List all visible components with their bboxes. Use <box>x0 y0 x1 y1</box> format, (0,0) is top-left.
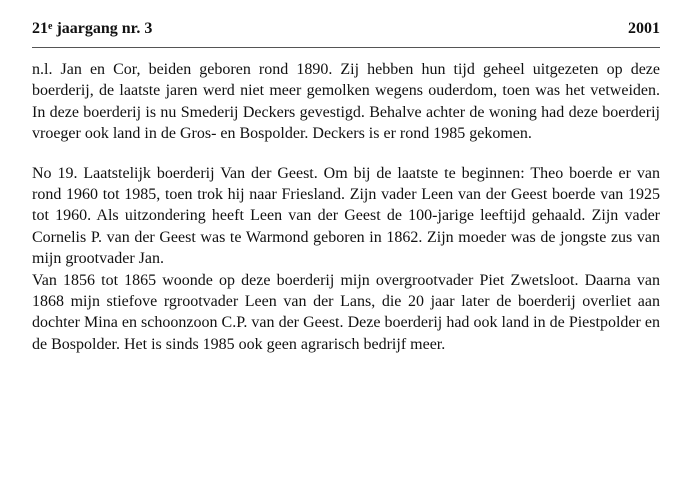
paragraph-2: No 19. Laatstelijk boerderij Van der Geest. Om bij de laatste te beginnen: Theo boerde er van rond 1960 tot 1985, toen trok hij naar Friesland. Zijn vader Leen van der Geest boerde van 1925 tot 1960. Als uitzondering heeft Leen van der Geest de 100-jarige leeftijd gehaald. Zijn vader Cornelis P. van der Geest was te Warmond geboren in 1862. Zijn moeder was de jongste zus van mijn grootvader Jan. <box>32 164 660 268</box>
article-body <box>32 59 660 355</box>
publication-year: 2001 <box>628 20 660 37</box>
volume-ordinal-suffix: e <box>48 21 53 32</box>
volume-issue-text: jaargang nr. 3 <box>52 20 153 37</box>
paragraph-3: Van 1856 tot 1865 woonde op deze boerderij mijn overgrootvader Piet Zwetsloot. Daarna van 1868 mijn stiefove rgrootvader Leen van der Lans, die 20 jaar later de boerderij overliet aan dochter Mina en schoonzoon C.P. van der Geest. Deze boerderij had ook land in de Piestpolder en de Bospolder. Het is sinds 1985 ook geen agrarisch bedrijf meer. <box>32 271 660 353</box>
header-rule <box>32 47 660 48</box>
running-header <box>32 20 660 44</box>
volume-issue-label <box>32 20 152 38</box>
paragraph-1: n.l. Jan en Cor, beiden geboren rond 1890. Zij hebben hun tijd geheel uitgezeten op deze boerderij, de laatste jaren werd niet meer gemolken wegens ouderdom, toen was het vetweiden. In deze boerderij is nu Smederij Deckers gevestigd. Behalve achter de woning had deze boerderij vroeger ook land in de Gros- en Bospolder. Deckers is er rond 1985 gekomen. <box>32 61 660 143</box>
volume-number: 21 <box>32 20 48 37</box>
